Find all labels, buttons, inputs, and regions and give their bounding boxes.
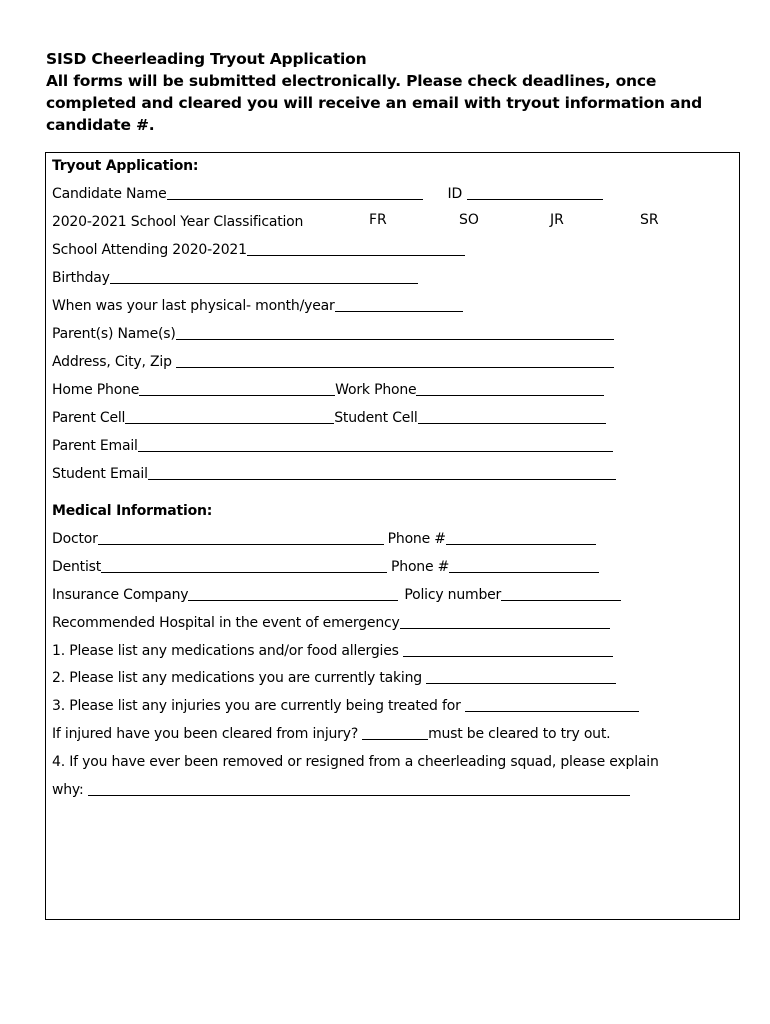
candidate-name-label: Candidate Name (52, 186, 167, 202)
doctor-label: Doctor (52, 531, 98, 547)
candidate-name-field[interactable] (167, 185, 423, 200)
physical-field[interactable] (335, 297, 463, 312)
home-phone-label: Home Phone (52, 382, 140, 398)
cleared-row (52, 722, 610, 742)
instructions-line-2: completed and cleared you will receive an email with tryout information and (46, 94, 702, 112)
physical-row (52, 294, 463, 314)
insurance-field[interactable] (188, 586, 398, 601)
work-phone-field[interactable] (416, 381, 604, 396)
parent-cell-label: Parent Cell (52, 410, 126, 426)
hospital-row (52, 611, 610, 631)
birthday-row (52, 266, 418, 286)
parent-email-label: Parent Email (52, 438, 138, 454)
parent-names-field[interactable] (176, 325, 614, 340)
parent-email-row (52, 434, 613, 454)
parent-email-field[interactable] (138, 437, 613, 452)
doctor-phone-label: Phone # (387, 531, 446, 547)
parent-cell-field[interactable] (125, 409, 334, 424)
tryout-section-title: Tryout Application: (52, 158, 199, 174)
cleared-label: If injured have you been cleared from injury? (52, 726, 359, 742)
address-field[interactable] (176, 353, 614, 368)
birthday-field[interactable] (110, 269, 418, 284)
removed-label: 4. If you have ever been removed or resigned from a cheerleading squad, please explain (52, 754, 659, 770)
dentist-phone-label: Phone # (391, 559, 450, 575)
candidate-name-row (52, 182, 603, 202)
address-row (52, 350, 614, 370)
cells-row (52, 406, 606, 426)
student-cell-field[interactable] (418, 409, 606, 424)
insurance-label: Insurance Company (52, 587, 189, 603)
doctor-field[interactable] (98, 530, 384, 545)
student-email-label: Student Email (52, 466, 148, 482)
phones-row (52, 378, 604, 398)
parent-names-row (52, 322, 614, 342)
student-email-row (52, 462, 616, 482)
student-email-field[interactable] (148, 465, 616, 480)
allergies-field[interactable] (403, 642, 613, 657)
allergies-label: 1. Please list any medications and/or food allergies (52, 643, 399, 659)
instructions-line-1: All forms will be submitted electronically. Please check deadlines, once (46, 72, 657, 90)
medications-row (52, 666, 616, 686)
birthday-label: Birthday (52, 270, 110, 286)
option-sr[interactable]: SR (640, 212, 659, 228)
why-field[interactable] (88, 781, 630, 796)
injuries-row (52, 694, 639, 714)
removed-row (52, 750, 659, 770)
work-phone-label: Work Phone (335, 382, 417, 398)
classification-label: 2020-2021 School Year Classification (52, 214, 304, 230)
cleared-field[interactable] (362, 725, 428, 740)
school-field[interactable] (247, 241, 465, 256)
option-jr[interactable]: JR (550, 212, 564, 228)
id-field[interactable] (467, 185, 603, 200)
doctor-row (52, 527, 596, 547)
id-label: ID (447, 186, 463, 202)
dentist-label: Dentist (52, 559, 102, 575)
insurance-row (52, 583, 621, 603)
injuries-label: 3. Please list any injuries you are currently being treated for (52, 698, 461, 714)
school-row (52, 238, 465, 258)
form-header (46, 48, 736, 136)
cleared-note: must be cleared to try out. (428, 726, 611, 742)
policy-field[interactable] (501, 586, 621, 601)
address-label: Address, City, Zip (52, 354, 172, 370)
dentist-field[interactable] (101, 558, 387, 573)
option-fr[interactable]: FR (369, 212, 387, 228)
why-label: why: (52, 782, 84, 798)
allergies-row (52, 639, 613, 659)
policy-label: Policy number (404, 587, 502, 603)
medical-section-title: Medical Information: (52, 503, 213, 519)
parent-names-label: Parent(s) Name(s) (52, 326, 176, 342)
dentist-phone-field[interactable] (449, 558, 599, 573)
option-so[interactable]: SO (459, 212, 479, 228)
hospital-field[interactable] (400, 614, 610, 629)
instructions-line-3: candidate #. (46, 116, 155, 134)
doctor-phone-field[interactable] (446, 530, 596, 545)
student-cell-label: Student Cell (334, 410, 418, 426)
injuries-field[interactable] (465, 697, 639, 712)
why-row (52, 778, 630, 798)
hospital-label: Recommended Hospital in the event of emergency (52, 615, 400, 631)
school-label: School Attending 2020-2021 (52, 242, 247, 258)
classification-row (52, 210, 303, 230)
medications-label: 2. Please list any medications you are currently taking (52, 670, 422, 686)
form-title: SISD Cheerleading Tryout Application (46, 50, 367, 68)
physical-label: When was your last physical- month/year (52, 298, 335, 314)
dentist-row (52, 555, 599, 575)
medications-field[interactable] (426, 669, 616, 684)
home-phone-field[interactable] (139, 381, 335, 396)
